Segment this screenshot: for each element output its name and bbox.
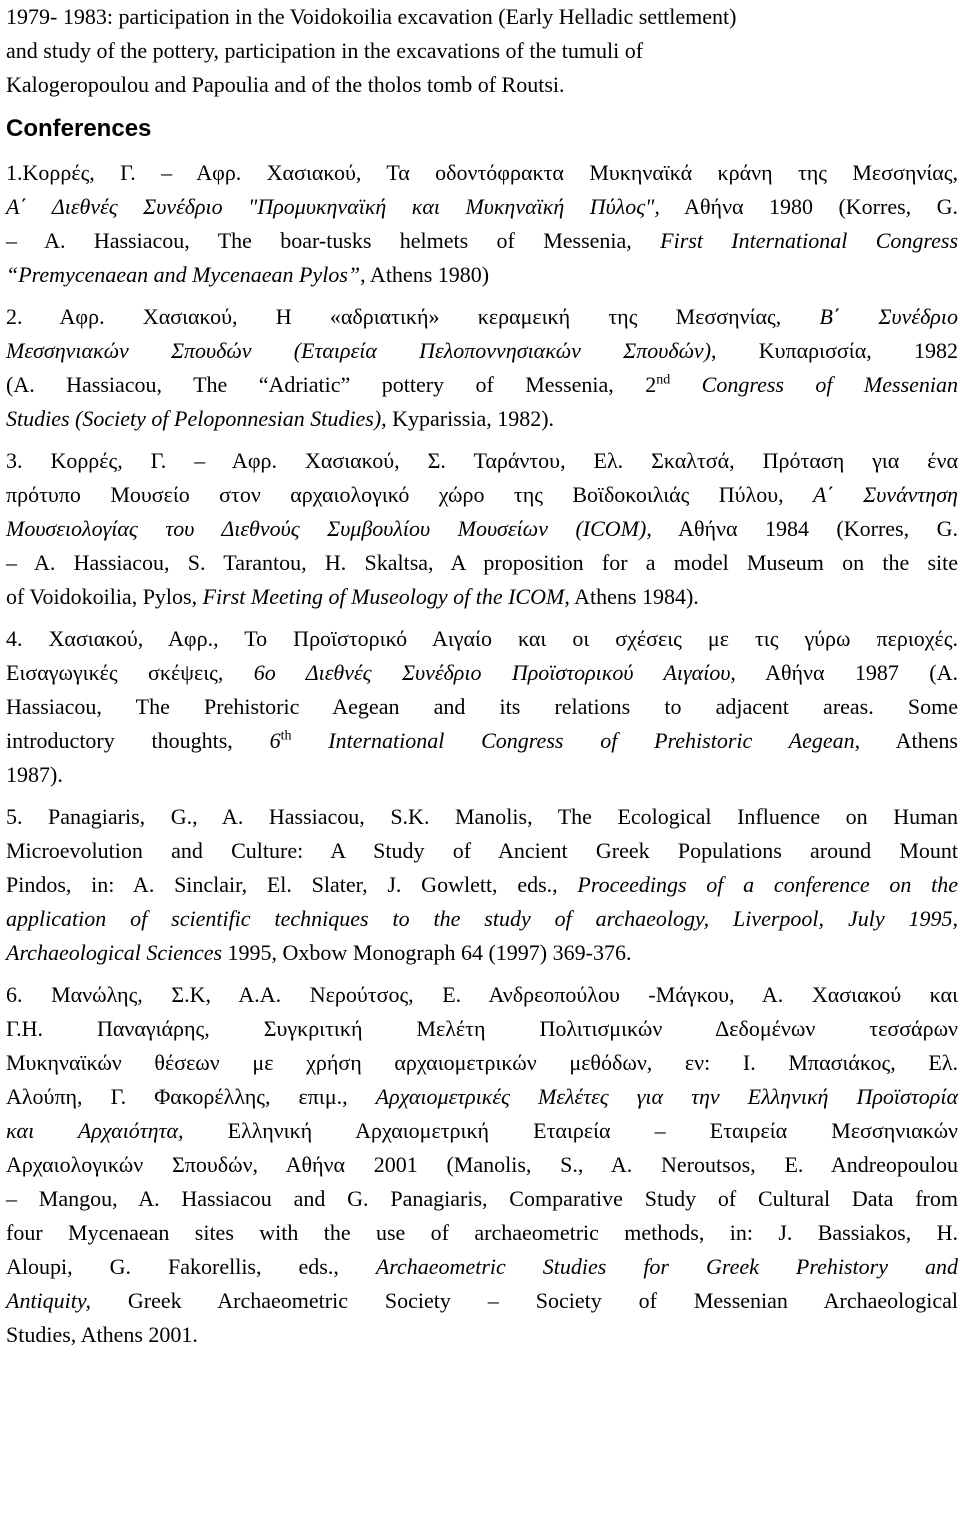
text-line: Hassiacou, The Prehistoric Aegean and its relations to adjacent areas. Some bbox=[6, 694, 958, 719]
italic-text: Α΄ Διεθνές Συνέδριο "Προμυκηναϊκή και Μυκηναϊκή Πύλος", bbox=[6, 194, 660, 219]
text-span: , Αθήνα 1984 (Korres, G. bbox=[646, 516, 958, 541]
conference-entry-1 bbox=[6, 156, 958, 292]
text-line bbox=[6, 1284, 958, 1318]
italic-text: Αρχαιομετρικές Μελέτες για την Ελληνική Προϊστορία bbox=[375, 1084, 958, 1109]
superscript: nd bbox=[656, 372, 671, 388]
text-span: , Athens 1984). bbox=[564, 584, 699, 609]
italic-text: Μεσσηνιακών Σπουδών (Εταιρεία Πελοποννησιακών Σπουδών) bbox=[6, 338, 712, 363]
superscript: th bbox=[280, 728, 292, 744]
text-line: Kalogeropoulou and Papoulia and of the tholos tomb of Routsi. bbox=[6, 72, 565, 97]
text-line bbox=[6, 368, 958, 402]
italic-text: Archaeometric Studies for Greek Prehistory and bbox=[375, 1254, 958, 1279]
text-line bbox=[6, 656, 958, 690]
italic-text: “Premycenaean and Mycenaean Pylos” bbox=[6, 262, 361, 287]
text-line: 6. Μανώλης, Σ.Κ, Α.Α. Νερούτσος, Ε. Ανδρεοπούλου -Μάγκου, Α. Χασιακού και bbox=[6, 982, 958, 1007]
italic-text: Β΄ Συνέδριο bbox=[819, 304, 958, 329]
text-span: Ελληνική Αρχαιομετρική Εταιρεία – Εταιρεία Μεσσηνιακών bbox=[183, 1118, 958, 1143]
conference-entry-2 bbox=[6, 300, 958, 436]
text-line bbox=[6, 902, 958, 936]
text-span: , Kyparissia, 1982). bbox=[381, 406, 555, 431]
italic-text: Μουσειολογίας του Διεθνούς Συμβουλίου Μουσείων (ICOM) bbox=[6, 516, 647, 541]
italic-text: First Meeting of Museology of the ICOM bbox=[202, 584, 565, 609]
text-line: – A. Hassiacou, S. Tarantou, H. Skaltsa, A proposition for a model Museum on the site bbox=[6, 550, 958, 575]
italic-text: Α΄ Συνάντηση bbox=[813, 482, 958, 507]
text-span: Greek Archaeometric Society – Society of Messenian Archaeological bbox=[90, 1288, 958, 1313]
text-line: – Mangou, A. Hassiacou and G. Panagiaris, Comparative Study of Cultural Data from bbox=[6, 1186, 958, 1211]
text-span: Aloupi, G. Fakorellis, eds., bbox=[6, 1254, 376, 1279]
text-line bbox=[6, 258, 958, 292]
text-line: Studies, Athens 2001. bbox=[6, 1322, 198, 1347]
text-span: – A. Hassiacou, The boar-tusks helmets of Messenia, bbox=[6, 228, 661, 253]
text-span: , Athens bbox=[854, 728, 958, 753]
text-span: , Αθήνα 1987 (A. bbox=[730, 660, 958, 685]
italic-text: 6 bbox=[269, 728, 281, 753]
text-line bbox=[6, 334, 958, 368]
text-span: Pindos, in: A. Sinclair, El. Slater, J. Gowlett, eds., bbox=[6, 872, 578, 897]
text-line bbox=[6, 936, 958, 970]
text-line: Μυκηναϊκών θέσεων με χρήση αρχαιομετρικών μεθόδων, εν: Ι. Μπασιάκος, Ελ. bbox=[6, 1050, 958, 1075]
italic-text: Archaeological Sciences bbox=[6, 940, 223, 965]
text-line: four Mycenaean sites with the use of archaeometric methods, in: J. Bassiakos, H. bbox=[6, 1220, 958, 1245]
italic-text: International Congress of Prehistoric Aegean bbox=[291, 728, 855, 753]
text-span: Αθήνα 1980 (Korres, G. bbox=[659, 194, 958, 219]
text-line bbox=[6, 1080, 958, 1114]
text-line bbox=[6, 580, 958, 614]
text-span: πρότυπο Μουσείο στον αρχαιολογικό χώρο της Βοϊδοκοιλιάς Πύλου, bbox=[6, 482, 814, 507]
italic-text: Studies (Society of Peloponnesian Studies) bbox=[6, 406, 382, 431]
italic-text: Proceedings of a conference on the bbox=[577, 872, 958, 897]
text-line: 1979- 1983: participation in the Voidokoilia excavation (Early Helladic settlement) bbox=[6, 4, 737, 29]
italic-text: και Αρχαιότητα, bbox=[6, 1118, 184, 1143]
text-line bbox=[6, 190, 958, 224]
text-line: Γ.Η. Παναγιάρης, Συγκριτική Μελέτη Πολιτισμικών Δεδομένων τεσσάρων bbox=[6, 1016, 958, 1041]
italic-text: Antiquity, bbox=[6, 1288, 91, 1313]
text-line bbox=[6, 224, 958, 258]
text-line: 4. Χασιακού, Αφρ., Το Προϊστορικό Αιγαίο και οι σχέσεις με τις γύρω περιοχές. bbox=[6, 626, 958, 651]
text-span: 2. Αφρ. Χασιακού, Η «αδριατική» κεραμεική της Μεσσηνίας, bbox=[6, 304, 820, 329]
italic-text: First International Congress bbox=[660, 228, 959, 253]
text-span: , Athens 1980) bbox=[360, 262, 490, 287]
text-line bbox=[6, 300, 958, 334]
text-line bbox=[6, 724, 958, 758]
conference-entry-6 bbox=[6, 978, 958, 1352]
text-line: Microevolution and Culture: A Study of Ancient Greek Populations around Mount bbox=[6, 838, 958, 863]
intro-paragraph bbox=[6, 0, 958, 102]
text-span: (A. Hassiacou, The “Adriatic” pottery of Messenia, 2 bbox=[6, 372, 657, 397]
text-line: Αρχαιολογικών Σπουδών, Αθήνα 2001 (Manolis, S., A. Neroutsos, E. Andreopoulou bbox=[6, 1152, 958, 1177]
text-line bbox=[6, 1114, 958, 1148]
conference-entry-3 bbox=[6, 444, 958, 614]
text-line bbox=[6, 478, 958, 512]
conference-entry-5 bbox=[6, 800, 958, 970]
text-line bbox=[6, 1250, 958, 1284]
text-span: 1995, Oxbow Monograph 64 (1997) 369-376. bbox=[222, 940, 632, 965]
text-line bbox=[6, 402, 958, 436]
section-heading: Conferences bbox=[6, 115, 152, 142]
text-span: Εισαγωγικές σκέψεις, bbox=[6, 660, 254, 685]
italic-text: 6ο Διεθνές Συνέδριο Προϊστορικού Αιγαίου bbox=[253, 660, 731, 685]
text-span: of Voidokoilia, Pylos, bbox=[6, 584, 203, 609]
text-span: , Κυπαρισσία, 1982 bbox=[711, 338, 958, 363]
italic-text: Congress of Messenian bbox=[670, 372, 959, 397]
text-line bbox=[6, 512, 958, 546]
text-line: 1.Κορρές, Γ. – Αφρ. Χασιακού, Τα οδοντόφρακτα Μυκηναϊκά κράνη της Μεσσηνίας, bbox=[6, 160, 958, 185]
text-span: Αλούπη, Γ. Φακορέλλης, επιμ., bbox=[6, 1084, 376, 1109]
text-line: 1987). bbox=[6, 762, 63, 787]
text-line bbox=[6, 868, 958, 902]
text-line: 5. Panagiaris, G., A. Hassiacou, S.K. Manolis, The Ecological Influence on Human bbox=[6, 804, 958, 829]
conference-entry-4 bbox=[6, 622, 958, 792]
text-line: and study of the pottery, participation in the excavations of the tumuli of bbox=[6, 38, 644, 63]
document-page bbox=[6, 0, 958, 1352]
text-line: 3. Κορρές, Γ. – Αφρ. Χασιακού, Σ. Ταράντου, Ελ. Σκαλτσά, Πρόταση για ένα bbox=[6, 448, 958, 473]
text-span: introductory thoughts, bbox=[6, 728, 270, 753]
italic-text: application of scientific techniques to the study of archaeology, Liverpool, July 1995, bbox=[6, 906, 958, 931]
